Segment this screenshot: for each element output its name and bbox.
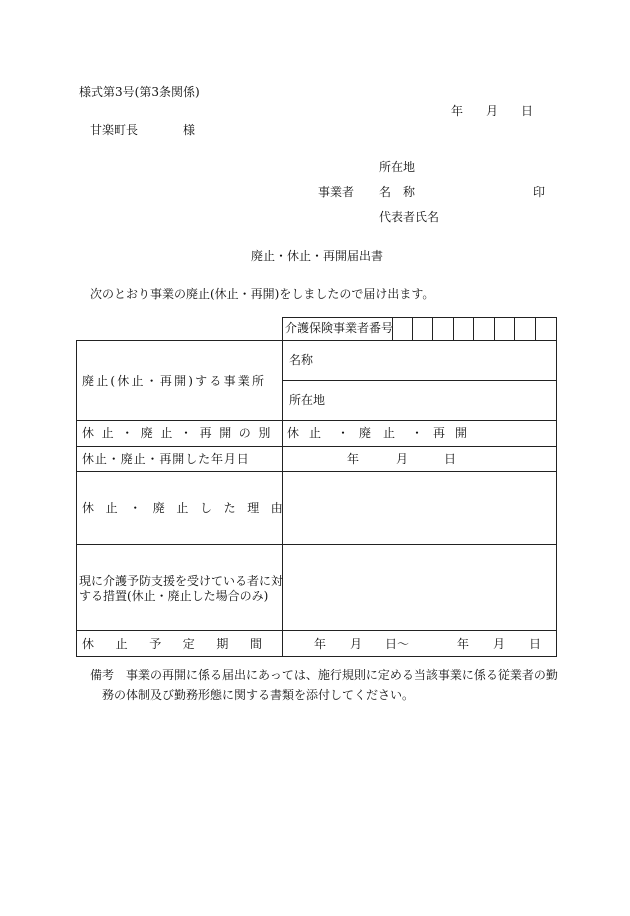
applicant-representative-label: 代表者氏名 xyxy=(379,210,440,224)
type-char-7: 再 xyxy=(433,426,446,440)
period-year2: 年 xyxy=(457,637,470,651)
date-label: 休止・廃止・再開した年月日 xyxy=(82,452,250,466)
seal-mark: 印 xyxy=(533,185,546,199)
type-char-8: 開 xyxy=(455,426,468,440)
period-day2: 日 xyxy=(529,637,542,651)
insurance-number-label: 介護保険事業者番号 xyxy=(285,321,394,335)
remarks-line1: 事業の再開に係る届出にあっては、施行規則に定める当該事業に係る従業者の勤 xyxy=(126,668,558,682)
applicant-name-label: 名 称 xyxy=(379,185,416,199)
type-char-2: 止 xyxy=(309,426,322,440)
date-day: 日 xyxy=(521,104,534,118)
addressee-honorific: 様 xyxy=(183,123,196,137)
period-year1: 年 xyxy=(314,637,327,651)
remarks-line2: 務の体制及び勤務形態に関する書類を添付してください。 xyxy=(102,688,415,702)
remarks-label: 備考 xyxy=(90,668,115,682)
office-label: 廃止(休止・再開)する事業所 xyxy=(82,374,267,388)
date-year: 年 xyxy=(451,104,464,118)
type-char-6: ・ xyxy=(411,426,424,440)
type-char-3: ・ xyxy=(337,426,350,440)
office-name-label: 名称 xyxy=(289,353,314,367)
reason-label: 休止・廃止した理由 xyxy=(82,501,295,515)
applicant-location-label: 所在地 xyxy=(379,160,416,174)
table-date-day: 日 xyxy=(444,452,457,466)
measures-label-line1: 現に介護予防支援を受けている者に対 xyxy=(79,574,284,588)
period-month2: 月 xyxy=(493,637,506,651)
measures-label-line2: する措置(休止・廃止した場合のみ) xyxy=(79,589,269,603)
period-month1: 月 xyxy=(350,637,363,651)
date-month: 月 xyxy=(486,104,499,118)
period-label: 休止予定期間 xyxy=(82,637,284,651)
type-label: 休止・廃止・再開の別 xyxy=(82,426,279,440)
period-day1: 日〜 xyxy=(385,637,410,651)
type-char-5: 止 xyxy=(383,426,396,440)
table-date-year: 年 xyxy=(347,452,360,466)
applicant-business-label: 事業者 xyxy=(318,185,355,199)
type-char-1: 休 xyxy=(287,426,300,440)
intro-text: 次のとおり事業の廃止(休止・再開)をしましたので届け出ます。 xyxy=(90,287,435,301)
form-number: 様式第3号(第3条関係) xyxy=(79,85,200,99)
office-location-label: 所在地 xyxy=(289,393,326,407)
document-title: 廃止・休止・再開届出書 xyxy=(251,249,384,263)
addressee-name: 甘楽町長 xyxy=(90,123,139,137)
table-date-month: 月 xyxy=(396,452,409,466)
type-char-4: 廃 xyxy=(359,426,372,440)
